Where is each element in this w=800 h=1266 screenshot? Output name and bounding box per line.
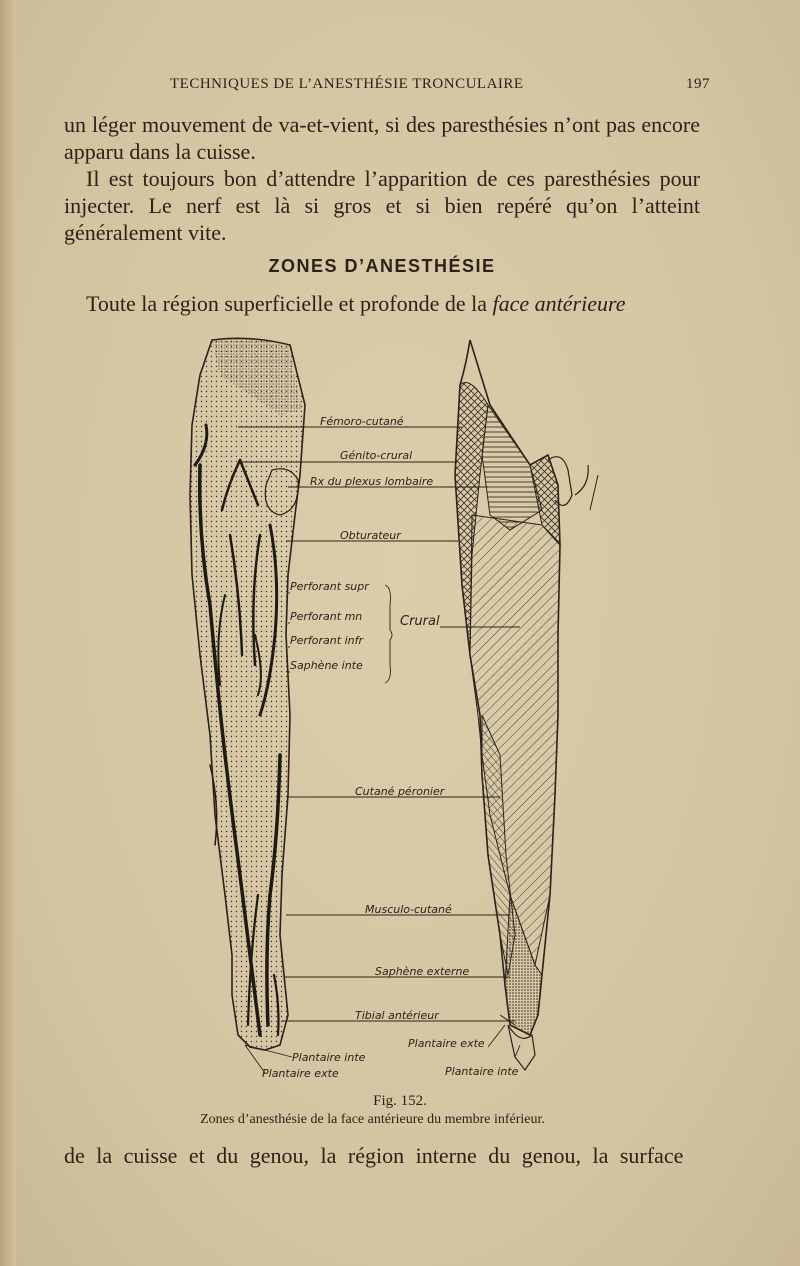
label-plantaire-int-left: Plantaire inte <box>292 1051 366 1064</box>
paragraph-3-text: Toute la région superficielle et profonde de la <box>86 291 493 316</box>
figure-caption: Zones d’anesthésie de la face antérieure du membre inférieur. <box>200 1112 545 1127</box>
label-perforant-inf: Perforant infr <box>290 634 363 647</box>
paragraph-4: de la cuisse et du genou, la région interne du genou, la surface <box>64 1143 684 1168</box>
page-edge-shadow <box>0 0 16 1266</box>
section-title: ZONES D’ANESTHÉSIE <box>268 256 496 276</box>
running-header <box>170 76 710 93</box>
label-perforant-sup: Perforant supr <box>290 580 369 593</box>
paragraph-3 <box>64 290 700 317</box>
label-femoro-cutane: Fémoro-cutané <box>320 415 404 428</box>
page-number: 197 <box>686 76 710 92</box>
label-genito-crural: Génito-crural <box>340 449 413 462</box>
paragraph-1: un léger mouvement de va-et-vient, si des paresthésies n’ont pas encore apparu dans la cuisse. <box>64 112 700 164</box>
leg-diagram <box>170 335 610 1095</box>
paragraph-3-italic: face antérieure <box>492 291 626 316</box>
paragraph-2 <box>64 165 700 246</box>
anatomical-figure <box>170 335 610 1095</box>
label-plantaire-ext-left: Plantaire exte <box>262 1067 339 1080</box>
label-saphene-int: Saphène inte <box>290 659 363 672</box>
right-leg-zones <box>455 340 598 1070</box>
label-perforant-m: Perforant mn <box>290 610 363 623</box>
label-saphene-externe: Saphène externe <box>375 965 470 978</box>
paragraph-2-text: Il est toujours bon d’attendre l’apparition de ces paresthésies pour injecter. Le nerf est là si gros et si bien repéré qu’on l’atteint généralement vite. <box>64 166 700 245</box>
label-cutane-peronier: Cutané péronier <box>355 785 445 798</box>
label-tibial-anterieur: Tibial antérieur <box>355 1009 439 1022</box>
label-crural: Crural <box>400 614 440 629</box>
running-title: TECHNIQUES DE L’ANESTHÉSIE TRONCULAIRE <box>170 76 524 92</box>
label-plantaire-int-right: Plantaire inte <box>445 1065 519 1078</box>
label-musculo-cutane: Musculo-cutané <box>365 903 452 916</box>
figure-number: Fig. 152. <box>373 1093 427 1109</box>
left-leg-nerves <box>190 338 305 1050</box>
label-plantaire-ext-right: Plantaire exte <box>408 1037 485 1050</box>
label-plexus-lombaire: Rx du plexus lombaire <box>310 475 434 488</box>
label-obturateur: Obturateur <box>340 529 401 542</box>
